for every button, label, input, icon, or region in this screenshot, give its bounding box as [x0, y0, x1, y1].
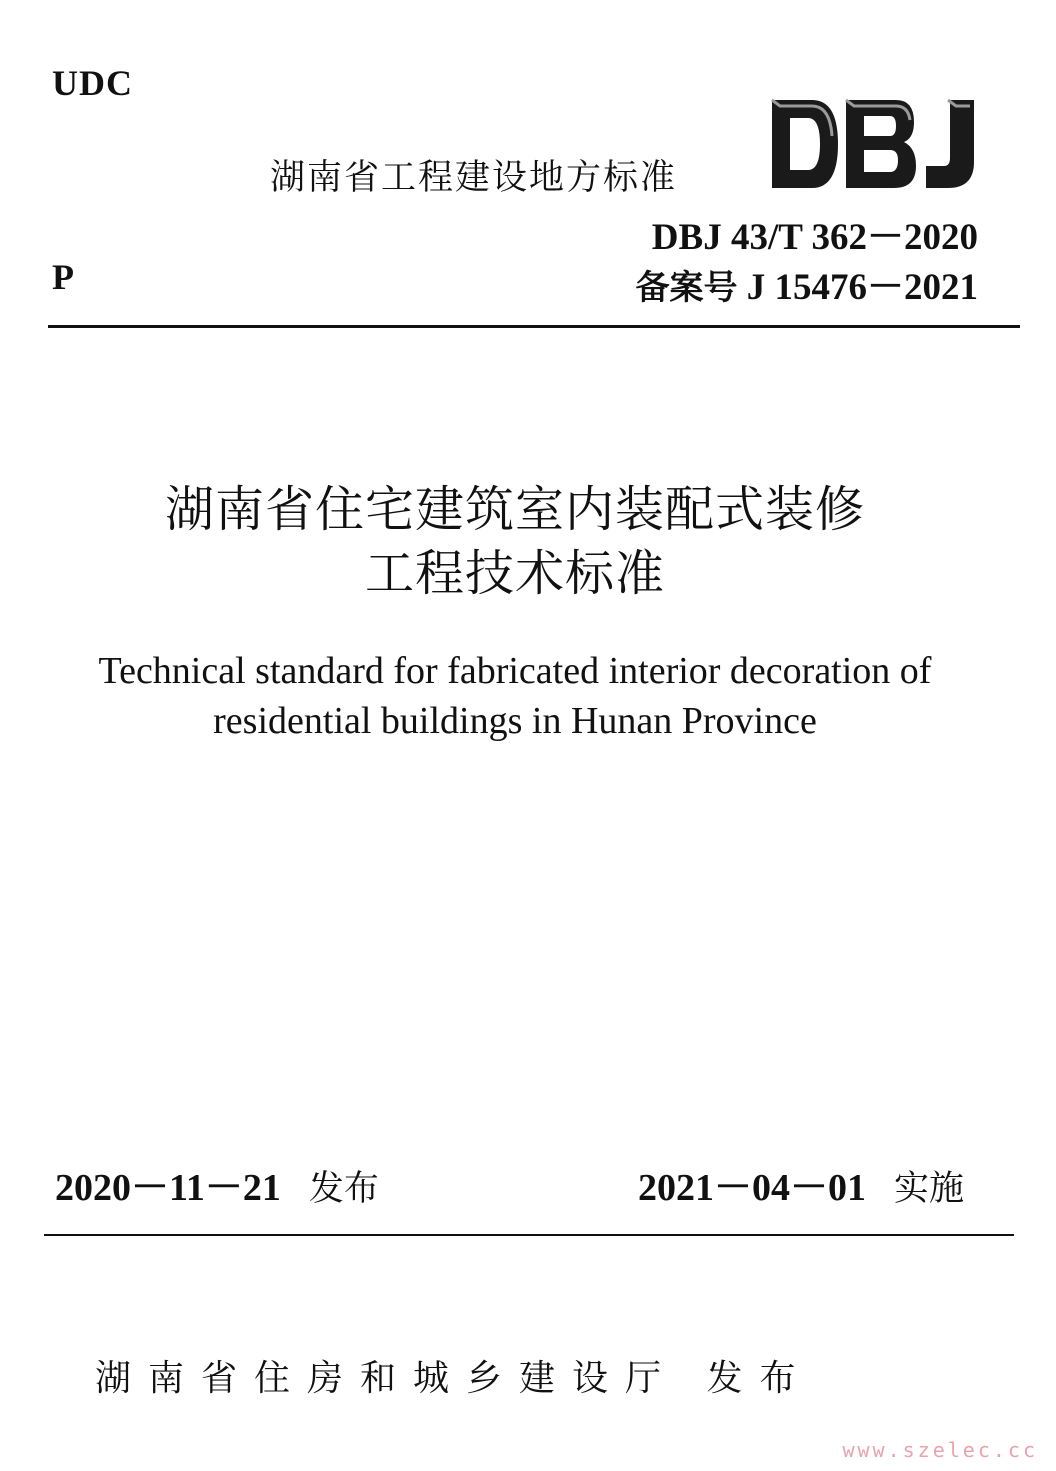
record-prefix: 备案号 — [635, 268, 738, 308]
record-value: J 15476－2021 — [746, 267, 978, 308]
title-chinese-line1: 湖南省住宅建筑室内装配式装修 — [164, 481, 865, 538]
implementation-date-label: 实施 — [894, 1169, 965, 1209]
dbj-logo — [766, 96, 982, 192]
bottom-divider — [44, 1234, 1014, 1236]
issuing-authority: 湖南省住房和城乡建设厅 发布 — [95, 1358, 813, 1399]
issue-date — [55, 1156, 379, 1211]
title-english-line1: Technical standard for fabricated interior decoration of — [98, 650, 932, 692]
implementation-date — [638, 1156, 964, 1211]
title-english — [0, 646, 1030, 746]
top-divider — [48, 325, 1020, 328]
title-chinese — [0, 478, 1030, 606]
title-english-line2: residential buildings in Hunan Province — [213, 700, 817, 742]
issue-date-label: 发布 — [308, 1169, 379, 1209]
dbj-logo-mark — [772, 100, 974, 188]
watermark: www.szelec.cc — [842, 1438, 1038, 1462]
udc-label: UDC — [52, 63, 133, 103]
issue-date-value: 2020－11－21 — [55, 1167, 281, 1209]
title-chinese-line2: 工程技术标准 — [364, 545, 665, 602]
category-label: P — [52, 257, 74, 297]
standard-code: DBJ 43/T 362－2020 — [651, 217, 978, 258]
record-number — [636, 256, 979, 310]
series-title: 湖南省工程建设地方标准 — [270, 158, 678, 198]
implementation-date-value: 2021－04－01 — [638, 1167, 867, 1209]
